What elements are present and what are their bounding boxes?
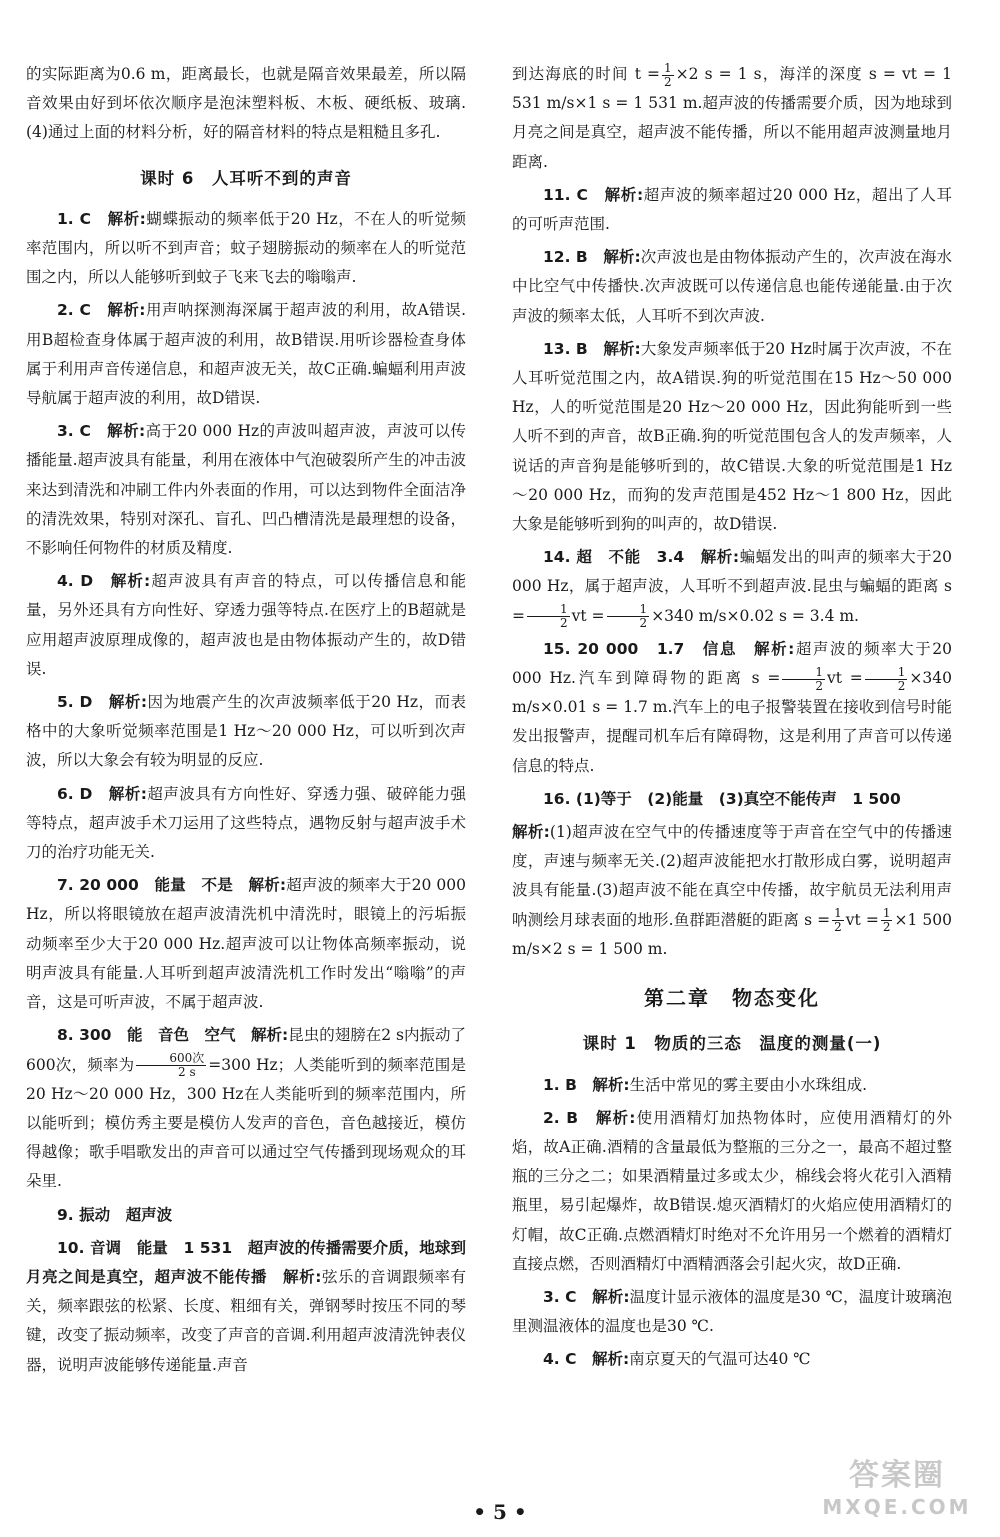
paragraph: 到达海底的时间 t = $\frac{1}{2}$ ×2 s = 1 s，海洋的深度 s = vt = 1 531 m/s×1 s = 1 531 m.超声波的传播需要介质，因为地球到月亮之间是真空，超声波不能传播，所以不能用超声波测量地月距离. <box>512 60 952 171</box>
answer-item-16-explanation: 解析:(1)超声波在空气中的传播速度等于声音在空气中的传播速度，声速与频率无关.(2)超声波能把水打散形成白雾，说明超声波具有能量.(3)超声波不能在真空中传播，故宇航员无法利用声呐测绘月球表面的地形.鱼群距潜艇的距离 s = $\frac{1}{2}$ vt = $\frac{1}{2}$ ×1 500 m/s×2 s = 1 500 m. <box>512 823 952 958</box>
answer-item-4: 4. D 解析:超声波具有声音的特点，可以传播信息和能量，另外还具有方向性好、穿透力强等特点.在医疗上的B超就是应用超声波原理成像的，超声波也是由物体振动产生的，故D错误. <box>26 572 466 678</box>
answer-item-7: 7. 20 000 能量 不是 解析:超声波的频率大于20 000 Hz，所以将眼镜放在超声波清洗机中清洗时，眼镜上的污垢振动频率至少大于20 000 Hz.超声波可以让物体高频率振动，说明声波具有能量.人耳听到超声波清洗机工作时发出“嗡嗡”的声音，这是可听声波，不属于超声波. <box>26 876 466 1012</box>
section-title: 课时 6 人耳听不到的声音 <box>140 168 352 188</box>
answer-item-13: 13. B 解析:大象发声频率低于20 Hz时属于次声波，不在人耳听觉范围之内，故A错误.狗的听觉范围在15 Hz～50 000 Hz，人的听觉范围是20 Hz～20 000 Hz，因此狗能听到一些人听不到的声音，故B正确.狗的听觉范围包含人的发声频率，人说话的声音狗是能够听到的，故C错误.大象的听觉范围是1 Hz～20 000 Hz，而狗的发声范围是452 Hz～1 800 Hz，因此大象是能够听到狗的叫声的，故D错误. <box>512 339 952 534</box>
fraction: $\frac{1}{2}$ <box>607 603 650 630</box>
page-number: • 5 • <box>473 1500 527 1524</box>
answer-item-8: 8. 300 能 音色 空气 解析:昆虫的翅膀在2 s内振动了600次，频率为 $\frac{\text{600次}}{2 s}$ =300 Hz；人类能听到的频率范围是20 Hz～20 000 Hz，300 Hz在人类能听到的频率范围内，所以能听到；模仿秀主要是模仿人发声的音色，音色越接近，模仿得越像；歌手唱歌发出的声音可以通过空气传播到现场观众的耳朵里. <box>26 1026 467 1191</box>
chapter-title: 第二章 物态变化 <box>644 986 820 1011</box>
paragraph: 的实际距离为0.6 m，距离最长，也就是隔音效果最差，所以隔音效果由好到坏依次顺序是泡沫塑料板、木板、硬纸板、玻璃.(4)通过上面的材料分析，好的隔音材料的特点是粗糙且多孔. <box>26 65 466 142</box>
section-title: 课时 1 物质的三态 温度的测量(一) <box>582 1034 882 1054</box>
answer-item-6: 6. D 解析:超声波具有方向性好、穿透力强、破碎能力强等特点，超声波手术刀运用了这些特点，遇物反射与超声波手术刀的治疗功能无关. <box>26 784 466 862</box>
answer-item-12: 12. B 解析:次声波也是由物体振动产生的，次声波在海水中比空气中传播快.次声波既可以传递信息也能传递能量.由于次声波的频率太低，人耳听不到次声波. <box>512 248 952 325</box>
answer-item-ch2-2: 2. B 解析:使用酒精灯加热物体时，应使用酒精灯的外焰，故A正确.酒精的含量最低为整瓶的三分之一，最高不超过整瓶的三分之二；如果酒精量过多或太少，棉线会将火花引入酒精瓶里，易引起爆炸，故B错误.熄灭酒精灯的火焰应使用酒精灯的灯帽，故C正确.点燃酒精灯时绝对不允许用另一个燃着的酒精灯直接点燃，否则酒精灯中酒精洒落会引起火灾，故D正确. <box>512 1108 952 1273</box>
answer-item-5: 5. D 解析:因为地震产生的次声波频率低于20 Hz，而表格中的大象听觉频率范围是1 Hz～20 000 Hz，可以听到次声波，所以大象会有较为明显的反应. <box>26 693 466 770</box>
fraction: $\frac{1}{2}$ <box>782 666 825 693</box>
answer-item-ch2-4: 4. C 解析:南京夏天的气温可达40 ℃ <box>543 1350 811 1369</box>
answer-item-ch2-1: 1. B 解析:生活中常见的雾主要由小水珠组成. <box>543 1075 868 1094</box>
answer-item-9: 9. 振动 超声波 <box>57 1205 173 1224</box>
answer-item-1: 1. C 解析:蝴蝶振动的频率低于20 Hz，不在人的听觉频率范围内，所以听不到声音；蚊子翅膀振动的频率在人的听觉范围之内，所以人能够听到蚊子飞来飞去的嗡嗡声. <box>26 209 466 287</box>
fraction: $\frac{1}{2}$ <box>834 906 842 935</box>
answer-item-14: 14. 超 不能 3.4 解析:蝙蝠发出的叫声的频率大于20 000 Hz，属于超声波，人耳听不到超声波.昆虫与蝙蝠的距离 s = $\frac{1}{2}$ vt = $\frac{1}{2}$ ×340 m/s×0.02 s = 3.4 m. <box>512 548 952 631</box>
answer-item-10: 10. 音调 能量 1 531 超声波的传播需要介质，地球到月亮之间是真空，超声波不能传播 解析:弦乐的音调跟频率有关，频率跟弦的松紧、长度、粗细有关，弹钢琴时按压不同的琴键，改变了振动频率，改变了声音的音调.利用超声波清洗钟表仪器，说明声波能够传递能量.声音 <box>26 1238 466 1374</box>
watermark-logo: 答案圈 MXQE.COM <box>822 1458 972 1519</box>
fraction: $\frac{1}{2}$ <box>865 666 908 693</box>
answer-item-11: 11. C 解析:超声波的频率超过20 000 Hz，超出了人耳的可听声范围. <box>512 185 952 234</box>
left-column <box>26 60 466 1384</box>
answer-item-16: 16. (1)等于 (2)能量 (3)真空不能传声 1 500 <box>543 789 901 808</box>
answer-item-2: 2. C 解析:用声呐探测海深属于超声波的利用，故A错误.用B超检查身体属于超声波的利用，故B错误.用听诊器检查身体属于利用声音传递信息，和超声波无关，故C正确.蝙蝠利用声波导航属于超声波的利用，故D错误. <box>26 301 466 408</box>
answer-item-3: 3. C 解析:高于20 000 Hz的声波叫超声波，声波可以传播能量.超声波具有能量，利用在液体中气泡破裂所产生的冲击波来达到清洗和冲刷工件内外表面的作用，可以达到物件全面洁净的清洗效果，特别对深孔、盲孔、凹凸槽清洗是最理想的设备，不影响任何物件的材质及精度. <box>26 422 466 558</box>
fraction: $\frac{1}{2}$ <box>527 603 570 630</box>
answer-item-15: 15. 20 000 1.7 信息 解析:超声波的频率大于20 000 Hz.汽车到障碍物的距离 s = $\frac{1}{2}$ vt = $\frac{1}{2}$ ×340 m/s×0.01 s = 1.7 m.汽车上的电子报警装置在接收到信号时能发出报警声，提醒司机车后有障碍物，这是利用了声音可以传递信息的特点. <box>512 639 952 775</box>
answer-item-ch2-3: 3. C 解析:温度计显示液体的温度是30 ℃，温度计玻璃泡里测温液体的温度也是30 ℃. <box>512 1287 952 1336</box>
fraction: $\frac{1}{2}$ <box>882 906 891 935</box>
fraction: $\frac{\text{600次}}{2 s}$ <box>136 1052 206 1079</box>
right-column <box>512 60 952 1379</box>
fraction: $\frac{1}{2}$ <box>664 60 672 89</box>
